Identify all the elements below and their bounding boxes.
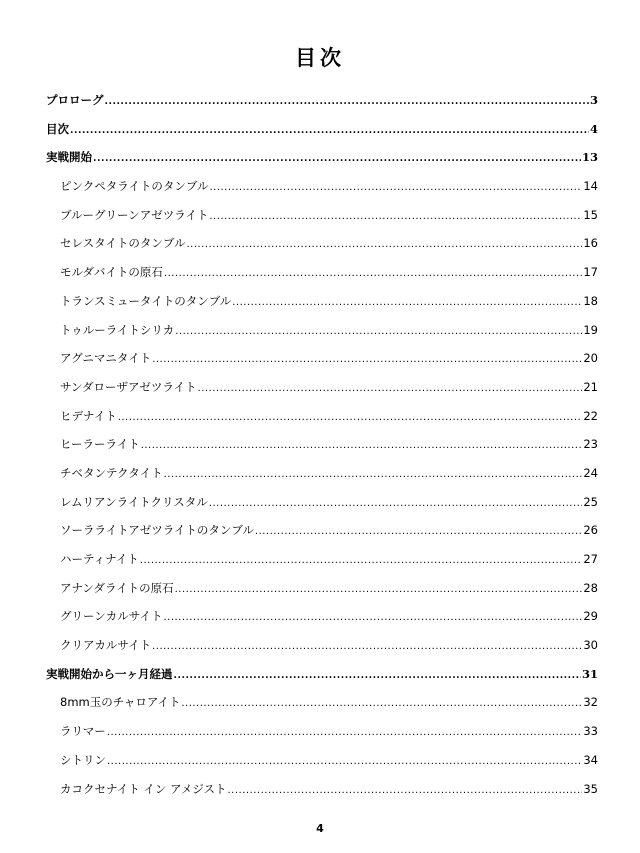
dot-leader (107, 719, 583, 748)
toc-section-entry[interactable] (46, 459, 598, 488)
dot-leader (107, 748, 582, 777)
toc-section-entry[interactable] (46, 430, 598, 459)
dot-leader (140, 547, 583, 576)
toc-entry-page-number: 17 (583, 265, 598, 280)
toc-section-entry[interactable] (46, 344, 598, 373)
toc-entry-page-number: 4 (589, 121, 598, 136)
toc-entry-page-number: 24 (583, 465, 598, 480)
toc-section-entry[interactable] (46, 775, 598, 804)
toc-entry-label: ヒデナイト (60, 408, 117, 423)
toc-chapter-entry[interactable] (46, 86, 598, 115)
dot-leader (164, 461, 583, 490)
toc-entry-page-number: 30 (583, 638, 598, 653)
toc-entry-page-number: 3 (589, 93, 598, 107)
toc-entry-label: ヒーラーライト (60, 437, 140, 452)
toc-entry-page-number: 15 (583, 207, 598, 222)
toc-entry-label: ラリマー (60, 724, 106, 739)
dot-leader (209, 203, 582, 232)
dot-leader (209, 490, 583, 519)
dot-leader (209, 174, 582, 203)
toc-section-entry[interactable] (46, 545, 598, 574)
page-number: 4 (316, 822, 324, 835)
toc-section-entry[interactable] (46, 717, 598, 746)
toc-entry-label: モルダバイトの原石 (60, 265, 163, 280)
dot-leader (70, 117, 589, 146)
toc-entry-page-number: 33 (583, 724, 598, 739)
toc-entry-page-number: 35 (583, 781, 598, 796)
toc-section-entry[interactable] (46, 516, 598, 545)
toc-section-entry[interactable] (46, 574, 598, 603)
toc-chapter-entry[interactable] (46, 143, 598, 172)
toc-entry-page-number: 32 (583, 695, 598, 710)
toc-chapter-entry[interactable] (46, 115, 598, 144)
toc-section-entry[interactable] (46, 201, 598, 230)
dot-leader (174, 662, 581, 691)
dot-leader (152, 346, 582, 375)
toc-entry-page-number: 22 (583, 408, 598, 423)
toc-section-entry[interactable] (46, 402, 598, 431)
toc-entry-label: セレスタイトのタンブル (60, 236, 186, 251)
toc-entry-label: トゥルーライトシリカ (60, 322, 175, 337)
page-title: 目次 (295, 46, 345, 70)
toc-entry-page-number: 31 (581, 666, 598, 681)
toc-section-entry[interactable] (46, 746, 598, 775)
dot-leader (181, 690, 582, 719)
toc-entry-page-number: 14 (583, 179, 598, 194)
toc-entry-label: トランスミュータイトのタンブル (60, 293, 232, 308)
toc-section-entry[interactable] (46, 631, 598, 660)
toc-section-entry[interactable] (46, 172, 598, 201)
toc-entry-label: ハーティナイト (60, 552, 139, 566)
dot-leader (164, 260, 582, 289)
toc-entry-page-number: 19 (583, 322, 598, 337)
table-of-contents (46, 86, 598, 803)
toc-entry-label: 目次 (46, 121, 69, 136)
toc-section-entry[interactable] (46, 688, 598, 717)
toc-section-entry[interactable] (46, 258, 598, 287)
dot-leader (198, 375, 583, 404)
toc-section-entry[interactable] (46, 229, 598, 258)
toc-entry-label: 8mm玉のチャロアイト (60, 695, 181, 710)
dot-leader (175, 576, 583, 605)
dot-leader (118, 404, 583, 433)
toc-chapter-entry[interactable] (46, 660, 598, 689)
toc-entry-label: アグニマニタイト (60, 351, 152, 366)
toc-entry-page-number: 21 (583, 379, 598, 394)
toc-entry-label: カコクセナイト イン アメジスト (60, 781, 227, 796)
dot-leader (152, 633, 582, 662)
toc-entry-page-number: 29 (583, 609, 598, 624)
toc-entry-label: レムリアンライトクリスタル (60, 494, 208, 509)
toc-entry-label: プロローグ (46, 93, 104, 107)
toc-entry-label: ブルーグリーンアゼツライト (60, 207, 209, 222)
dot-leader (93, 145, 581, 174)
toc-entry-page-number: 13 (581, 150, 598, 165)
toc-section-entry[interactable] (46, 602, 598, 631)
toc-entry-page-number: 16 (583, 236, 598, 251)
toc-entry-label: グリーンカルサイト (60, 609, 163, 624)
dot-leader (175, 318, 582, 347)
toc-entry-label: 実戦開始から一ヶ月経過 (46, 666, 173, 681)
toc-entry-label: チベタンテクタイト (60, 465, 163, 480)
dot-leader (141, 432, 583, 461)
dot-leader (232, 289, 582, 318)
toc-entry-page-number: 18 (583, 293, 598, 308)
toc-section-entry[interactable] (46, 287, 598, 316)
dot-leader (255, 518, 582, 547)
toc-entry-label: ピンクペタライトのタンブル (60, 179, 209, 194)
toc-entry-page-number: 23 (583, 437, 598, 452)
toc-section-entry[interactable] (46, 488, 598, 517)
toc-section-entry[interactable] (46, 316, 598, 345)
dot-leader (186, 231, 582, 260)
toc-entry-label: サンダローザアゼツライト (60, 379, 197, 394)
toc-entry-label: 実戦開始 (46, 150, 92, 165)
toc-entry-page-number: 28 (583, 580, 598, 595)
toc-entry-page-number: 34 (583, 752, 598, 767)
toc-entry-page-number: 27 (583, 552, 598, 566)
dot-leader (105, 88, 589, 117)
toc-entry-label: ソーラライトアゼツライトのタンブル (60, 523, 254, 538)
toc-entry-page-number: 20 (583, 351, 598, 366)
toc-entry-page-number: 25 (583, 494, 598, 509)
toc-entry-label: シトリン (60, 752, 106, 767)
toc-section-entry[interactable] (46, 373, 598, 402)
dot-leader (227, 777, 582, 806)
toc-entry-label: アナンダライトの原石 (60, 580, 174, 595)
toc-entry-label: クリアカルサイト (60, 638, 152, 653)
dot-leader (163, 604, 582, 633)
toc-entry-page-number: 26 (583, 523, 598, 538)
